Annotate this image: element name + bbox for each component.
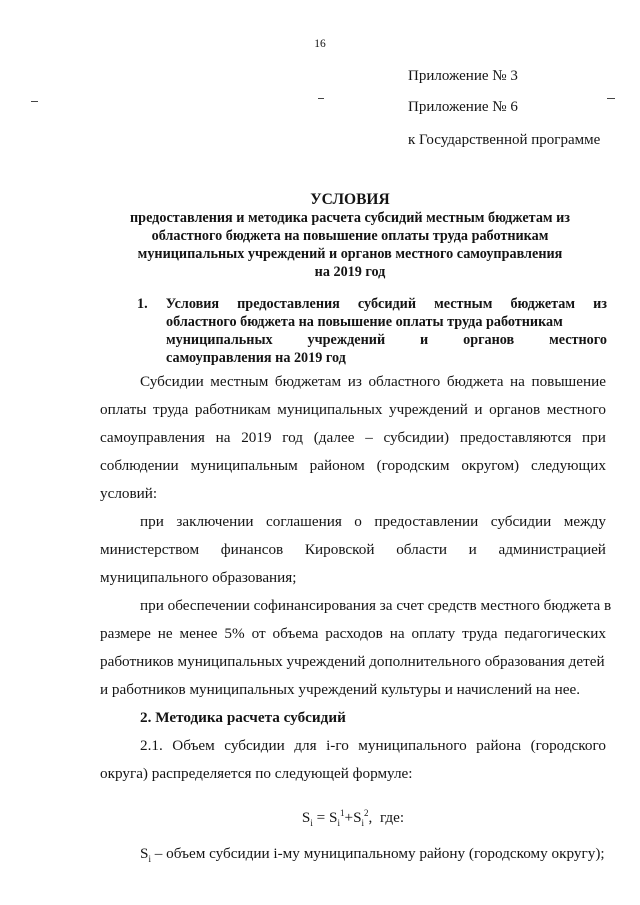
heading-line bbox=[137, 331, 607, 349]
word: соглашения bbox=[266, 513, 342, 530]
paragraph-2-line: муниципального образования; bbox=[100, 569, 297, 586]
appendix-line-1: Приложение № 3 bbox=[408, 68, 518, 84]
word: органов bbox=[489, 401, 541, 418]
word: (городским bbox=[376, 457, 450, 474]
word: администрацией bbox=[498, 541, 606, 558]
word: оплаты bbox=[100, 401, 147, 418]
word: округом) bbox=[461, 457, 520, 474]
word: педагогических bbox=[504, 625, 606, 642]
word: местного bbox=[546, 401, 606, 418]
word: местным bbox=[210, 373, 269, 390]
word: министерством bbox=[100, 541, 200, 558]
word: субсидии bbox=[490, 513, 552, 530]
word: учреждений bbox=[388, 401, 468, 418]
word: при bbox=[582, 429, 606, 446]
paragraph-4-line bbox=[100, 732, 606, 760]
paragraph-1-line bbox=[100, 424, 606, 452]
section-number: 1. bbox=[137, 296, 148, 312]
title-sub-line: областного бюджета на повышение оплаты труда работникам bbox=[151, 228, 549, 244]
formula-symbol: S bbox=[353, 809, 362, 826]
page-number: 16 bbox=[314, 38, 326, 50]
heading-word: местным bbox=[434, 296, 493, 312]
heading-line-text: областного бюджета на повышение оплаты труда работникам bbox=[166, 314, 563, 330]
word: 2019 bbox=[241, 429, 272, 446]
formula-symbol: S bbox=[301, 809, 311, 826]
word: для bbox=[294, 737, 317, 754]
word: финансов bbox=[220, 541, 284, 558]
heading-word: и bbox=[420, 332, 429, 348]
word: на bbox=[389, 625, 405, 642]
title-main: УСЛОВИЯ bbox=[310, 191, 390, 208]
word: оплату bbox=[411, 625, 456, 642]
heading-word: Условия bbox=[165, 296, 220, 312]
word: следующих bbox=[531, 457, 606, 474]
formula bbox=[100, 804, 606, 832]
paragraph-5-line bbox=[100, 840, 606, 868]
paragraph-3-line: и работников муниципальных учреждений культуры и начислений на нее. bbox=[100, 681, 580, 698]
word: между bbox=[563, 513, 606, 530]
word: муниципальным bbox=[190, 457, 298, 474]
word: 5% bbox=[224, 625, 245, 642]
heading-word: субсидий bbox=[357, 296, 417, 312]
word: о bbox=[354, 513, 362, 530]
scan-mark bbox=[318, 98, 324, 99]
word: предоставляются bbox=[459, 429, 572, 446]
word: работникам bbox=[194, 401, 271, 418]
heading-word: местного bbox=[549, 332, 607, 348]
section-2-heading: 2. Методика расчета субсидий bbox=[140, 709, 346, 726]
word: на bbox=[510, 373, 525, 390]
formula-superscript: 2 bbox=[364, 807, 369, 818]
paragraph-1-line bbox=[100, 396, 606, 424]
word: на bbox=[215, 429, 231, 446]
paragraph-3-line bbox=[100, 620, 606, 648]
word: менее bbox=[179, 625, 218, 642]
formula-tail: , где: bbox=[368, 809, 405, 826]
formula-equals: = bbox=[312, 809, 330, 826]
formula-symbol: S bbox=[140, 845, 149, 862]
word: объема bbox=[272, 625, 319, 642]
heading-word: муниципальных bbox=[166, 332, 273, 348]
word: труда bbox=[153, 401, 189, 418]
document-title bbox=[100, 191, 600, 281]
formula-subscript: i bbox=[337, 818, 340, 829]
word: предоставлении bbox=[374, 513, 479, 530]
word: бюджетам bbox=[274, 373, 342, 390]
word: из bbox=[347, 373, 362, 390]
word: и bbox=[468, 541, 477, 558]
word: и bbox=[474, 401, 483, 418]
word: областного bbox=[368, 373, 441, 390]
appendix-line-2: Приложение № 6 bbox=[408, 99, 518, 115]
title-sub-line: на 2019 год bbox=[314, 264, 386, 280]
formula-subscript: i bbox=[148, 854, 151, 865]
word: от bbox=[251, 625, 266, 642]
word: муниципального bbox=[358, 737, 467, 754]
word: района bbox=[476, 737, 522, 754]
paragraph-4-line: округа) распределяется по следующей формуле: bbox=[100, 765, 413, 782]
word: бюджета bbox=[446, 373, 504, 390]
word: Кировской bbox=[304, 541, 375, 558]
document-body bbox=[100, 368, 612, 868]
paragraph-3-line: при обеспечении софинансирования за счет средств местного бюджета в bbox=[140, 597, 612, 614]
word: при bbox=[140, 513, 164, 530]
word: (далее bbox=[313, 429, 355, 446]
word: труда bbox=[462, 625, 498, 642]
heading-word: из bbox=[593, 296, 607, 312]
heading-word: учреждений bbox=[307, 332, 386, 348]
scan-mark bbox=[607, 98, 615, 99]
paragraph-3-line: работников муниципальных учреждений дополнительного образования детей bbox=[100, 653, 605, 670]
word: заключении bbox=[176, 513, 254, 530]
word: муниципальных bbox=[277, 401, 383, 418]
word: соблюдении bbox=[100, 457, 179, 474]
word: субсидии) bbox=[383, 429, 450, 446]
scan-mark bbox=[31, 101, 38, 102]
word: Субсидии bbox=[140, 373, 204, 390]
appendix-line-3: к Государственной программе bbox=[408, 132, 601, 148]
word: Объем bbox=[172, 737, 215, 754]
heading-word: предоставления bbox=[237, 296, 340, 312]
heading-word: бюджетам bbox=[510, 296, 576, 312]
paragraph-2-line bbox=[100, 536, 606, 564]
word: субсидии bbox=[224, 737, 285, 754]
title-sub-line: муниципальных учреждений и органов местного самоуправления bbox=[137, 246, 563, 262]
formula-symbol: S bbox=[329, 809, 338, 826]
paragraph-2-line bbox=[100, 508, 606, 536]
heading-word: органов bbox=[463, 332, 515, 348]
formula-plus: + bbox=[344, 809, 354, 826]
heading-line bbox=[137, 313, 607, 331]
word: области bbox=[396, 541, 447, 558]
word: самоуправления bbox=[100, 429, 205, 446]
word: 2.1. bbox=[140, 737, 163, 754]
word: – bbox=[365, 429, 373, 446]
word: районом bbox=[309, 457, 365, 474]
formula-subscript: i bbox=[361, 818, 365, 829]
paragraph-1-line bbox=[100, 368, 606, 396]
word: год bbox=[282, 429, 304, 446]
title-sub-line: предоставления и методика расчета субсидий местным бюджетам из bbox=[130, 210, 570, 226]
word: расходов bbox=[325, 625, 383, 642]
paragraph-1-line: условий: bbox=[100, 485, 158, 502]
section-1-heading bbox=[137, 295, 607, 367]
paragraph-1-line bbox=[100, 452, 606, 480]
heading-line: самоуправления на 2019 год bbox=[166, 350, 346, 366]
definition-text: – объем субсидии i-му муниципальному району (городскому округу); bbox=[150, 845, 605, 862]
formula-subscript: i bbox=[310, 818, 313, 829]
formula-superscript: 1 bbox=[340, 807, 345, 818]
word: i-го bbox=[326, 737, 349, 754]
word: повышение bbox=[531, 373, 606, 390]
word: размере bbox=[100, 625, 151, 642]
word: не bbox=[157, 625, 173, 642]
word: (городского bbox=[530, 737, 606, 754]
